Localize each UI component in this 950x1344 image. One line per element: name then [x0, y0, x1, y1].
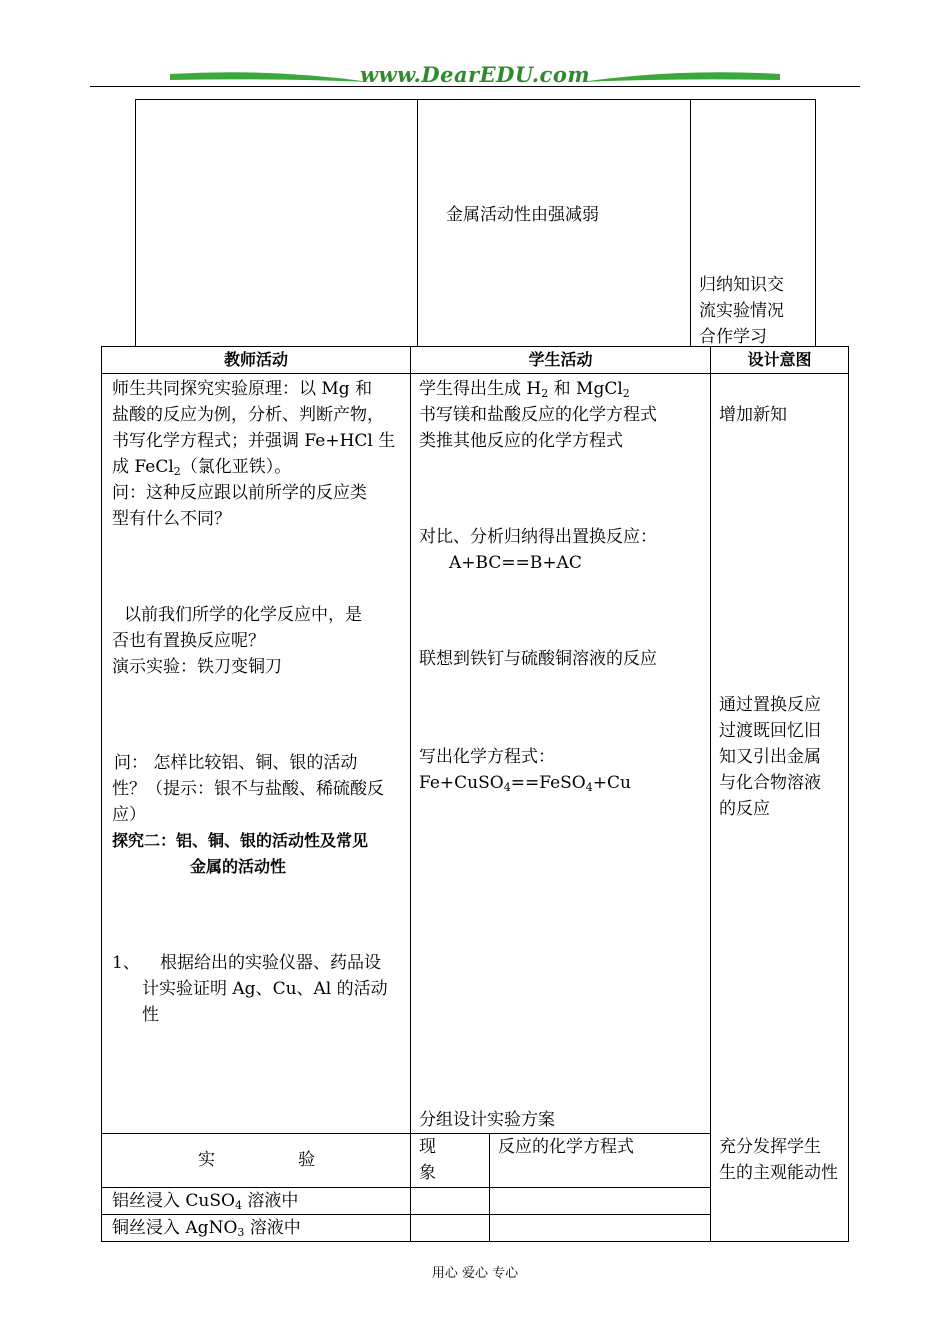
teacher-line: 师生共同探究实验原理：以 Mg 和 — [112, 379, 373, 399]
experiment-label-cell — [102, 1134, 411, 1188]
equation-cell — [490, 1215, 711, 1242]
task-line: 根据给出的实验仪器、药品设 — [160, 953, 381, 973]
experiment-row-1 — [102, 1188, 411, 1215]
phenomenon-header-cell — [411, 1134, 490, 1188]
header-teacher: 教师活动 — [102, 347, 411, 374]
design-line: 生的主观能动性 — [719, 1163, 838, 1183]
top-right-cell — [691, 100, 816, 347]
experiment-name: 铜丝浸入 AgNO$_3$ 溶液中 — [112, 1218, 301, 1239]
teacher-line: 成 FeCl$_2$（氯化亚铁）。 — [112, 457, 292, 478]
teacher-question: 应） — [112, 805, 146, 825]
design-line: 知又引出金属 — [719, 747, 821, 767]
teacher-question: 问： 怎样比较铝、铜、银的活动 — [114, 753, 358, 773]
replacement-reaction-formula: A+BC==B+AC — [449, 553, 582, 573]
top-table — [135, 99, 816, 347]
chemical-equation: Fe+CuSO$_4$==FeSO$_4$+Cu — [419, 773, 631, 794]
phenomenon-cell — [411, 1215, 490, 1242]
page-footer: 用心 爱心 专心 — [431, 1266, 519, 1281]
top-left-cell — [136, 100, 418, 347]
header-student: 学生活动 — [411, 347, 711, 374]
list-number: 1、 — [112, 953, 140, 973]
teacher-question: 型有什么不同？ — [112, 509, 231, 529]
student-line: 分组设计实验方案 — [419, 1110, 555, 1130]
design-line: 通过置换反应 — [719, 695, 821, 715]
equation-cell — [490, 1188, 711, 1215]
phenomenon-header: 现 — [419, 1137, 436, 1157]
teacher-activity-cell — [102, 374, 411, 1134]
task-line: 性 — [142, 1005, 159, 1025]
design-line: 与化合物溶液 — [719, 773, 821, 793]
student-line: 对比、分析归纳得出置换反应： — [419, 527, 657, 547]
design-line: 过渡既回忆旧 — [719, 721, 821, 741]
teacher-question: 性？（提示：银不与盐酸、稀硫酸反 — [112, 779, 384, 799]
design-line: 的反应 — [719, 799, 770, 819]
phenomenon-cell — [411, 1188, 490, 1215]
site-logo — [170, 60, 780, 92]
equation-header-cell — [490, 1134, 711, 1188]
teacher-line: 书写化学方程式；并强调 Fe+HCl 生 — [112, 431, 396, 451]
teacher-line: 盐酸的反应为例，分析、判断产物， — [112, 405, 384, 425]
header-design: 设计意图 — [711, 347, 849, 374]
summary-line-2: 流实验情况 — [699, 301, 784, 321]
experiment-name: 铝丝浸入 CuSO$_4$ 溶液中 — [112, 1191, 299, 1212]
header-rule — [90, 86, 860, 87]
activity-order-text: 金属活动性由强减弱 — [446, 205, 599, 225]
design-intent-cell — [711, 374, 849, 1242]
main-table — [101, 346, 849, 1242]
right-swoosh-icon — [580, 68, 780, 88]
experiment-row-2 — [102, 1215, 411, 1242]
student-line: 联想到铁钉与硫酸铜溶液的反应 — [419, 649, 657, 669]
demo-experiment: 演示实验：铁刀变铜刀 — [112, 657, 282, 677]
teacher-line: 否也有置换反应呢？ — [112, 631, 265, 651]
teacher-question: 问：这种反应跟以前所学的反应类 — [112, 483, 367, 503]
logo-text: www.DearEDU.com — [359, 62, 591, 87]
student-line: 书写镁和盐酸反应的化学方程式 — [419, 405, 657, 425]
teacher-line: 以前我们所学的化学反应中，是 — [124, 605, 362, 625]
student-line: 学生得出生成 $H_2$ 和 MgCl$_2$ — [419, 379, 630, 400]
experiment-label: 验 — [298, 1150, 315, 1170]
section-heading: 探究二：铝、铜、银的活动性及常见 — [112, 831, 369, 850]
student-activity-cell — [411, 374, 711, 1134]
equation-header: 反应的化学方程式 — [498, 1137, 634, 1157]
section-heading: 金属的活动性 — [190, 857, 287, 876]
task-line: 计实验证明 Ag、Cu、Al 的活动 — [142, 979, 388, 999]
student-line: 类推其他反应的化学方程式 — [419, 431, 623, 451]
experiment-label: 实 — [198, 1150, 215, 1170]
phenomenon-header: 象 — [419, 1163, 436, 1183]
design-line: 增加新知 — [719, 405, 787, 425]
summary-line-3: 合作学习 — [699, 327, 767, 347]
design-line: 充分发挥学生 — [719, 1137, 821, 1157]
student-line: 写出化学方程式： — [419, 747, 555, 767]
top-middle-cell — [418, 100, 691, 347]
summary-line-1: 归纳知识交 — [699, 275, 784, 295]
